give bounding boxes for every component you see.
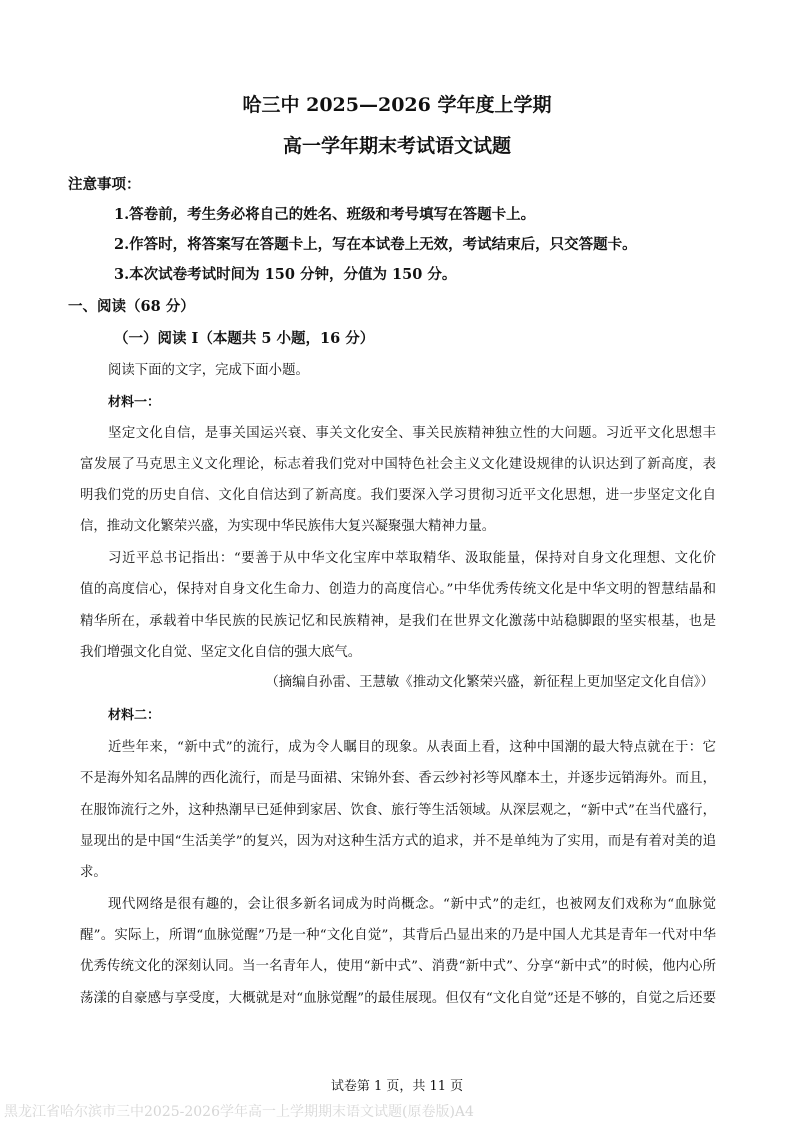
text-line: 显现出的是中国“生活美学”的复兴，因为对这种生活方式的追求，并不是单纯为了实用，而是有着对美的追	[80, 834, 716, 849]
text-line: 信，推动文化繁荣兴盛，为实现中华民族伟大复兴凝聚强大精神力量。	[80, 519, 496, 534]
text-line: 求。	[80, 865, 107, 880]
text-line: 在服饰流行之外，这种热潮早已延伸到家居、饮食、旅行等生活领域。从深层观之，“新中式”在当代盛行，	[80, 803, 716, 818]
text-line: 现代网络是很有趣的，会让很多新名词成为时尚概念。“新中式”的走红，也被网友们戏称为“血脉觉	[108, 897, 716, 912]
text-line: 优秀传统文化的深刻认同。当一名青年人，使用“新中式”、消费“新中式”、分享“新中式”的时候，他内心所	[80, 959, 716, 974]
material-2-label: 材料二：	[108, 708, 161, 723]
page-footer: 试卷第 1 页，共 11 页	[330, 1079, 464, 1094]
text-line: 近些年来，“新中式”的流行，成为令人瞩目的现象。从表面上看，这种中国潮的最大特点就在于：它	[108, 740, 716, 755]
notice-item: 2.作答时，将答案写在答题卡上，写在本试卷上无效，考试结束后，只交答题卡。	[114, 236, 637, 253]
subsection-heading: （一）阅读 I（本题共 5 小题，16 分）	[114, 330, 375, 347]
exam-title: 哈三中 2025—2026 学年度上学期	[242, 94, 552, 116]
notice-item: 3.本次试卷考试时间为 150 分钟，分值为 150 分。	[114, 266, 457, 283]
text-line: 醒”。实际上，所谓“血脉觉醒”乃是一种“文化自觉”，其背后凸显出来的乃是中国人尤其是青年一代对中华	[80, 928, 716, 943]
notice-heading: 注意事项：	[68, 176, 141, 193]
exam-subtitle: 高一学年期末考试语文试题	[282, 135, 511, 157]
text-line: 富发展了马克思主义文化理论，标志着我们党对中国特色社会主义文化建设规律的认识达到了新高度，表	[80, 457, 716, 472]
watermark: 黑龙江省哈尔滨市三中2025-2026学年高一上学期期末语文试题(原卷版)A4	[4, 1104, 474, 1120]
material-1-label: 材料一：	[108, 395, 161, 410]
text-line: 荡漾的自豪感与享受度，大概就是对“血脉觉醒”的最佳展现。但仅有“文化自觉”还是不够的，自觉之后还要	[80, 991, 716, 1006]
text-line: 坚定文化自信，是事关国运兴衰、事关文化安全、事关民族精神独立性的大问题。习近平文化思想丰	[108, 426, 716, 441]
instruction: 阅读下面的文字，完成下面小题。	[108, 363, 309, 378]
text-line: 习近平总书记指出：“要善于从中华文化宝库中萃取精华、汲取能量，保持对自身文化理想、文化价	[108, 551, 716, 566]
section-heading: 一、阅读（68 分）	[68, 298, 195, 315]
text-line: 我们增强文化自觉、坚定文化自信的强大底气。	[80, 645, 362, 660]
text-line: 精华所在，承载着中华民族的民族记忆和民族精神，是我们在世界文化激荡中站稳脚跟的坚实根基，也是	[80, 614, 716, 629]
notice-item: 1.答卷前，考生务必将自己的姓名、班级和考号填写在答题卡上。	[114, 206, 536, 223]
text-line: 明我们党的历史自信、文化自信达到了新高度。我们要深入学习贯彻习近平文化思想，进一步坚定文化自	[80, 488, 716, 503]
text-line: 值的高度信心，保持对自身文化生命力、创造力的高度信心。”中华优秀传统文化是中华文明的智慧结晶和	[80, 582, 716, 597]
citation: （摘编自孙雷、王慧敏《推动文化繁荣兴盛，新征程上更加坚定文化自信》）	[265, 675, 714, 690]
text-line: 不是海外知名品牌的西化流行，而是马面裙、宋锦外套、香云纱衬衫等风靡本土，并逐步远销海外。而且，	[80, 771, 716, 786]
